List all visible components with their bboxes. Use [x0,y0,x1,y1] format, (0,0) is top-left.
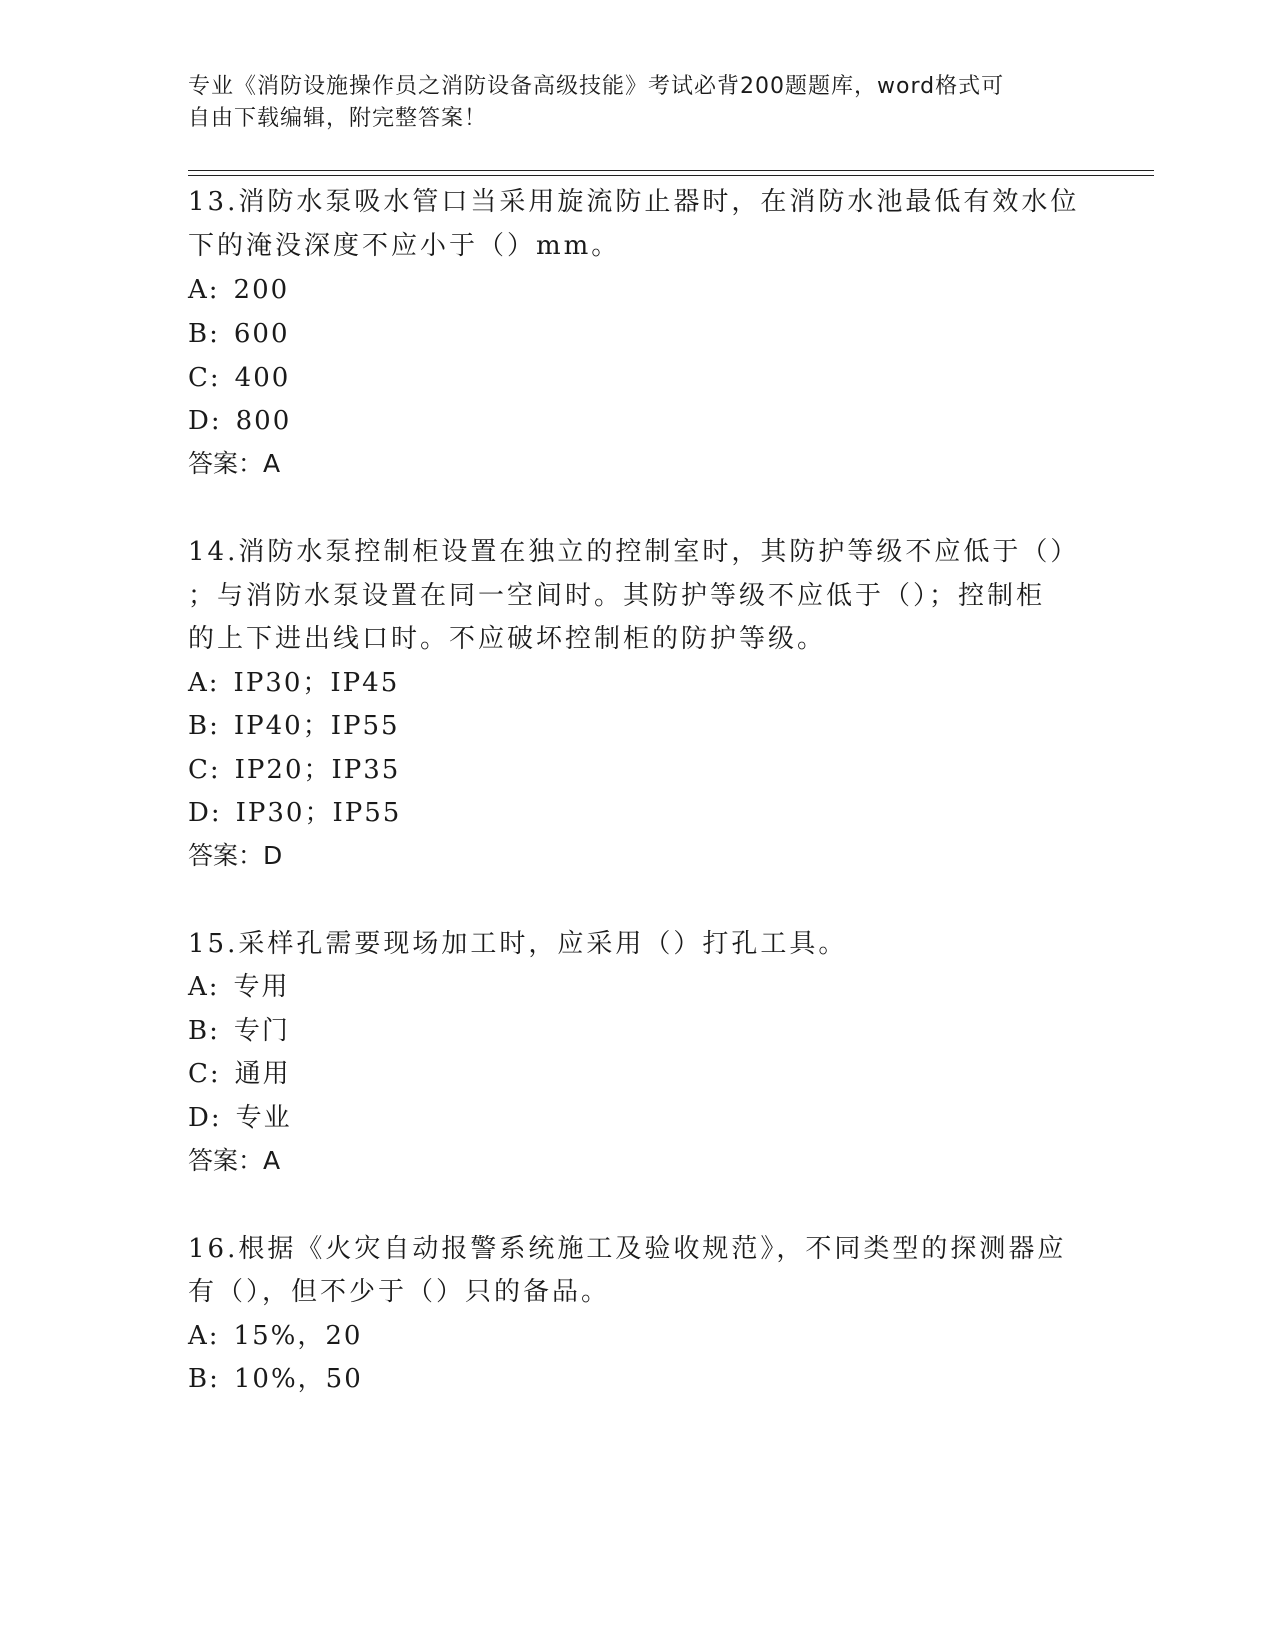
question-15-option-b [188,1013,290,1049]
question-14-option-a [188,665,399,701]
question-16-text-line-1: 16.根据《火灾自动报警系统施工及验收规范》，不同类型的探测器应 [188,1234,1067,1264]
option-value: 200 [233,275,290,305]
option-value: 10%，50 [233,1364,363,1394]
question-13-option-b [188,316,290,352]
question-14-text-line-2: ；与消防水泵设置在同一空间时。其防护等级不应低于（）；控制柜 [188,581,1046,611]
question-16-text-line-2: 有（），但不少于（）只的备品。 [188,1277,611,1307]
question-14-answer: 答案：D [188,841,283,870]
option-value: 800 [235,406,292,436]
header-rule-top [188,170,1154,171]
option-key: C: [188,363,221,393]
question-15-option-d [188,1100,292,1136]
option-value: 通用 [234,1059,291,1089]
option-value: IP20；IP35 [234,755,401,785]
question-14-text-line-3: 的上下进出线口时。不应破坏控制柜的防护等级。 [188,624,827,654]
question-13-text-line-1: 13.消防水泵吸水管口当采用旋流防止器时，在消防水池最低有效水位 [188,187,1080,217]
question-15-option-c [188,1056,291,1092]
document-header-line-1: 专业《消防设施操作员之消防设备高级技能》考试必背200题题库，word格式可 [188,74,1005,99]
question-14-text-line-1: 14.消防水泵控制柜设置在独立的控制室时，其防护等级不应低于（） [188,537,1080,567]
question-15-option-a [188,969,290,1005]
question-15-text-line-1: 15.采样孔需要现场加工时，应采用（）打孔工具。 [188,929,848,959]
option-value: 600 [233,319,290,349]
option-value: 15%，20 [233,1321,363,1351]
option-value: 专业 [235,1103,292,1133]
option-value: IP40；IP55 [233,711,400,741]
document-header-line-2: 自由下载编辑，附完整答案！ [188,106,488,131]
question-14-option-c [188,752,400,788]
question-13-answer: 答案：A [188,449,281,478]
question-13-option-c [188,360,290,396]
option-key: C: [188,755,221,785]
option-key: C: [188,1059,221,1089]
option-value: IP30；IP45 [233,668,400,698]
option-key: B: [188,711,220,741]
option-value: 专用 [233,972,290,1002]
option-value: 400 [234,363,291,393]
question-15-answer: 答案：A [188,1146,281,1175]
option-value: IP30；IP55 [235,798,402,828]
option-key: A: [188,668,220,698]
question-14-option-d [188,795,401,831]
option-key: A: [188,972,220,1002]
option-key: D: [188,406,222,436]
question-14-option-b [188,708,400,744]
option-key: D: [188,1103,222,1133]
option-key: B: [188,319,220,349]
option-key: A: [188,1321,220,1351]
question-13-option-a [188,272,289,308]
question-16-option-a [188,1318,362,1354]
option-key: B: [188,1364,220,1394]
option-value: 专门 [233,1016,290,1046]
question-13-text-line-2: 下的淹没深度不应小于（）mm。 [188,231,621,261]
header-rule-bottom [188,175,1154,176]
option-key: A: [188,275,220,305]
question-13-option-d [188,403,291,439]
option-key: B: [188,1016,220,1046]
question-16-option-b [188,1361,363,1397]
option-key: D: [188,798,222,828]
